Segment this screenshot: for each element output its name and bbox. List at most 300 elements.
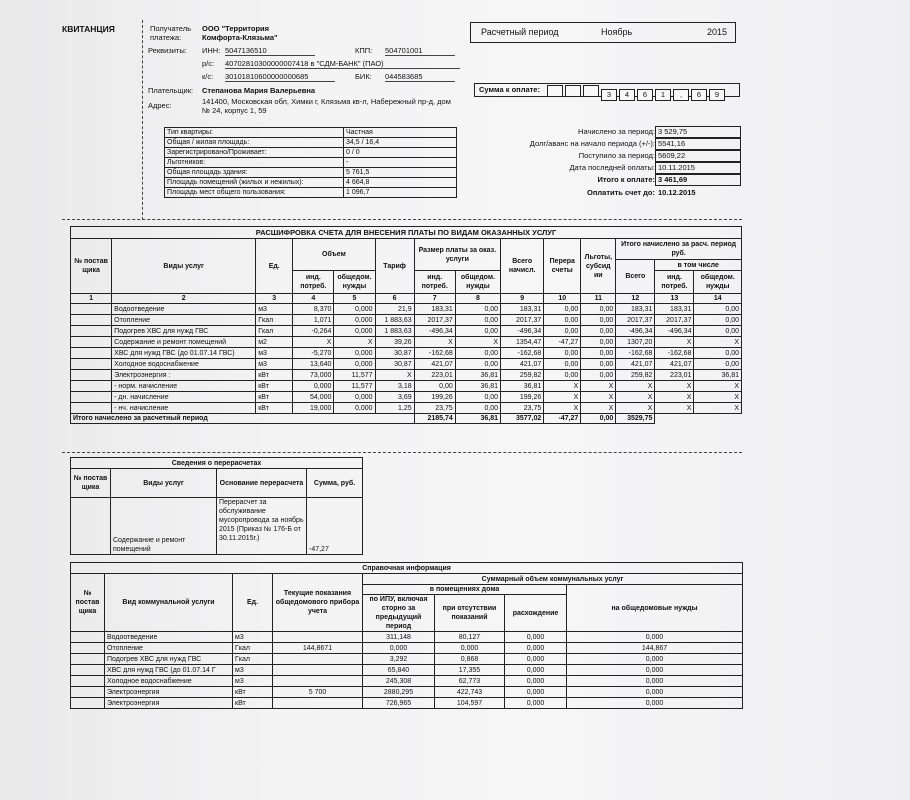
table-cell: 0,000 (567, 676, 743, 687)
apartment-value: 5 761,5 (344, 168, 457, 178)
table-cell: ХВС для нужд ГВС (до 01.07.14 Г (105, 665, 233, 676)
table-cell: м3 (233, 632, 273, 643)
table-cell: 0,000 (505, 698, 567, 709)
apartment-label: Льготников: (165, 158, 344, 168)
table-cell: 726,965 (363, 698, 435, 709)
cut-line-2 (62, 452, 742, 453)
table-cell: Гкал (233, 654, 273, 665)
table-cell: 36,81 (694, 370, 742, 381)
sum-cell: 9 (709, 89, 725, 101)
r-sum: -47,27 (307, 498, 363, 555)
table-cell: X (581, 392, 616, 403)
table-cell: X (616, 381, 655, 392)
table-row (71, 403, 742, 414)
table-cell: 0,00 (455, 359, 500, 370)
due-date: 10.12.2015 (658, 188, 696, 197)
column-number: 9 (501, 294, 544, 304)
address-label: Адрес: (148, 101, 172, 110)
rs-label: р/с: (202, 59, 215, 68)
table-cell: 183,31 (655, 304, 694, 315)
table-cell: 0,000 (334, 315, 375, 326)
table-cell: 183,31 (616, 304, 655, 315)
summary-value: 5609,22 (655, 150, 741, 162)
ks-label: к/с: (202, 72, 214, 81)
summary-row (500, 162, 740, 174)
kpp-value: 504701001 (385, 46, 455, 56)
table-cell: 3,69 (375, 392, 414, 403)
address-line1: 141400, Московская обл, Химки г, Клязьма кв-л, Набережный пр-д, дом (202, 97, 451, 106)
summary-label: Итого к оплате: (597, 175, 655, 184)
table-cell: кВт (256, 392, 293, 403)
h-pay-common: общедом. нужды (455, 271, 500, 294)
table-cell: 259,82 (501, 370, 544, 381)
table-cell: 0,000 (505, 676, 567, 687)
table-cell: Водоотведение (105, 632, 233, 643)
table-cell: Электроэнергия : (112, 370, 256, 381)
table-cell: 0,00 (694, 359, 742, 370)
table-row (71, 632, 743, 643)
table-cell (71, 665, 105, 676)
table-cell (71, 687, 105, 698)
table-cell: кВт (256, 381, 293, 392)
h-benefits: Льготы, субсид ии (581, 239, 616, 294)
h-total: Всего начисл. (501, 239, 544, 294)
table-cell: 0,000 (334, 392, 375, 403)
apartment-value: - (344, 158, 457, 168)
table-cell: м2 (256, 337, 293, 348)
stub-divider (142, 20, 143, 220)
table-cell: 0,000 (334, 403, 375, 414)
table-cell: 0,000 (505, 687, 567, 698)
table-cell: X (694, 381, 742, 392)
apartment-value: 1 096,7 (344, 188, 457, 198)
total-cell: 3529,75 (616, 414, 655, 424)
i-h-num: № постав щика (71, 574, 105, 632)
table-cell: 421,07 (655, 359, 694, 370)
column-number: 10 (544, 294, 581, 304)
table-cell: 36,81 (501, 381, 544, 392)
table-cell: 2017,37 (655, 315, 694, 326)
i-h-diff: расхождение (505, 595, 567, 632)
period-year: 2015 (707, 27, 728, 37)
summary-row (500, 150, 740, 162)
table-cell: 0,00 (581, 348, 616, 359)
table-cell: 421,07 (414, 359, 455, 370)
apartment-label: Общая площадь здания: (165, 168, 344, 178)
table-cell: 36,81 (455, 370, 500, 381)
h-unit: Ед. (256, 239, 293, 294)
info-table (70, 562, 743, 709)
table-row (71, 687, 743, 698)
table-cell: Отопление (105, 643, 233, 654)
r-h-service: Виды услуг (111, 469, 217, 498)
summary-value: 5541,16 (655, 138, 741, 150)
table-cell: -496,34 (501, 326, 544, 337)
table-cell: 11,577 (334, 381, 375, 392)
table-cell (71, 381, 112, 392)
table-cell: -496,34 (616, 326, 655, 337)
table-cell: Гкал (256, 326, 293, 337)
table-cell: кВт (233, 687, 273, 698)
table-cell: 13,640 (293, 359, 334, 370)
table-cell (71, 315, 112, 326)
table-cell: 0,00 (694, 304, 742, 315)
table-cell: 0,00 (694, 315, 742, 326)
due-label: Оплатить счет до: (587, 188, 655, 197)
apartment-row (165, 168, 457, 178)
i-h-premises: в помещениях дома (363, 585, 567, 595)
table-row (71, 326, 742, 337)
r-reason: Перерасчет за обслуживание мусоропровода за ноябрь 2015 (Приказ № 176-Б от 30.11.2015г.) (217, 498, 307, 555)
table-cell (71, 676, 105, 687)
sum-cell (565, 85, 581, 97)
table-cell (273, 632, 363, 643)
r-h-sum: Сумма, руб. (307, 469, 363, 498)
column-number: 11 (581, 294, 616, 304)
table-cell: 1 883,63 (375, 315, 414, 326)
total-cell: 2185,74 (414, 414, 455, 424)
table-cell: 259,82 (616, 370, 655, 381)
table-cell: X (544, 403, 581, 414)
table-cell: 0,00 (581, 326, 616, 337)
table-cell: 0,00 (455, 326, 500, 337)
column-number: 8 (455, 294, 500, 304)
table-cell: 30,87 (375, 359, 414, 370)
table-cell: 11,577 (334, 370, 375, 381)
table-cell: 0,00 (581, 315, 616, 326)
summary-value: 10.11.2015 (655, 162, 741, 174)
table-cell: 0,00 (544, 304, 581, 315)
table-cell: Гкал (256, 315, 293, 326)
table-cell: 1,071 (293, 315, 334, 326)
table-cell: X (581, 403, 616, 414)
sum-cells (547, 84, 727, 102)
table-cell (273, 665, 363, 676)
summary-value: 3 529,75 (655, 126, 741, 138)
table-cell: 104,597 (435, 698, 505, 709)
apartment-row (165, 128, 457, 138)
table-cell: 17,355 (435, 665, 505, 676)
sum-cell (547, 85, 563, 97)
apartment-row (165, 188, 457, 198)
table-cell: 0,00 (694, 348, 742, 359)
table-cell: 0,00 (455, 403, 500, 414)
table-cell: Содержание и ремонт помещений (112, 337, 256, 348)
table-cell: 0,00 (581, 359, 616, 370)
table-cell: 0,000 (334, 326, 375, 337)
table-cell: 183,31 (414, 304, 455, 315)
table-cell: X (694, 337, 742, 348)
column-number: 6 (375, 294, 414, 304)
table-cell: X (334, 337, 375, 348)
table-cell: 0,000 (363, 643, 435, 654)
table-cell: 0,00 (581, 304, 616, 315)
apartment-row (165, 138, 457, 148)
table-cell: Электроэнергия (105, 698, 233, 709)
table-cell: - дн. начисление (112, 392, 256, 403)
h-pay: Размер платы за оказ. услуги (414, 239, 500, 271)
table-cell: 0,000 (435, 643, 505, 654)
table-cell: 223,01 (414, 370, 455, 381)
summary-row (500, 126, 740, 138)
h-it-common: общедом. нужды (694, 271, 742, 294)
table-cell: 0,000 (505, 632, 567, 643)
table-cell: 0,868 (435, 654, 505, 665)
column-number: 14 (694, 294, 742, 304)
table-cell: 30,87 (375, 348, 414, 359)
kpp-label: КПП: (355, 46, 373, 55)
table-cell: 0,00 (455, 392, 500, 403)
table-cell: X (655, 337, 694, 348)
table-cell: -5,270 (293, 348, 334, 359)
column-number: 1 (71, 294, 112, 304)
table-cell: м3 (256, 348, 293, 359)
table-cell: X (414, 337, 455, 348)
table-cell: Холодное водоснабжение (112, 359, 256, 370)
table-cell (273, 676, 363, 687)
table-cell: 311,148 (363, 632, 435, 643)
h-volume: Объем (293, 239, 375, 271)
table-cell (71, 643, 105, 654)
apartment-row (165, 148, 457, 158)
table-cell: -162,68 (616, 348, 655, 359)
table-row (71, 665, 743, 676)
table-cell: 2017,37 (616, 315, 655, 326)
table-cell: 0,00 (544, 348, 581, 359)
table-cell: м3 (233, 676, 273, 687)
table-cell: м3 (233, 665, 273, 676)
i-h-common: на общедомовые нужды (567, 585, 743, 632)
table-cell: 0,000 (567, 698, 743, 709)
table-cell: X (655, 392, 694, 403)
table-cell: 0,00 (544, 359, 581, 370)
table-row (71, 392, 742, 403)
table-cell: Водоотведение (112, 304, 256, 315)
summary-row (500, 174, 740, 186)
table-cell: 199,26 (501, 392, 544, 403)
apartment-table (164, 127, 457, 198)
table-row (71, 304, 742, 315)
table-cell: X (694, 403, 742, 414)
apartment-value: 0 / 0 (344, 148, 457, 158)
table-cell: 0,00 (455, 315, 500, 326)
table-row (71, 698, 743, 709)
table-cell: -162,68 (501, 348, 544, 359)
table-cell (71, 348, 112, 359)
table-cell: X (694, 392, 742, 403)
sum-cell (583, 85, 599, 97)
table-cell: 183,31 (501, 304, 544, 315)
table-cell: 80,127 (435, 632, 505, 643)
bik-label: БИК: (355, 72, 372, 81)
table-cell: -162,68 (414, 348, 455, 359)
h-it-ind: инд. потреб. (655, 271, 694, 294)
total-label: Итого начислено за расчетный период (71, 414, 415, 424)
h-num: № постав щика (71, 239, 112, 294)
table-cell: -496,34 (655, 326, 694, 337)
table-row (71, 654, 743, 665)
table-cell: Подогрев ХВС для нужд ГВС (112, 326, 256, 337)
apartment-label: Площадь мест общего пользования: (165, 188, 344, 198)
payer-name: Степанова Мария Валерьевна (202, 86, 316, 95)
table-cell: 5 700 (273, 687, 363, 698)
table-cell: 0,000 (505, 665, 567, 676)
apartment-row (165, 178, 457, 188)
column-number: 5 (334, 294, 375, 304)
table-cell: 21,9 (375, 304, 414, 315)
column-number: 7 (414, 294, 455, 304)
table-cell: - норм. начисление (112, 381, 256, 392)
table-row (71, 315, 742, 326)
table-cell: -0,264 (293, 326, 334, 337)
table-cell: X (455, 337, 500, 348)
table-cell: 0,000 (567, 665, 743, 676)
table-cell: 2880,295 (363, 687, 435, 698)
apartment-label: Тип квартиры: (165, 128, 344, 138)
table-cell (71, 654, 105, 665)
table-cell: 0,00 (455, 304, 500, 315)
address-line2: № 24, корпус 1, 59 (202, 106, 267, 115)
i-h-noreadings: при отсутствии показаний (435, 595, 505, 632)
table-cell: 36,81 (455, 381, 500, 392)
table-cell: 421,07 (616, 359, 655, 370)
table-cell: 0,000 (567, 654, 743, 665)
h-recalc: Перера счеты (544, 239, 581, 294)
table-cell: 421,07 (501, 359, 544, 370)
recipient-label: Получатель платежа: (150, 24, 191, 42)
table-cell: 0,00 (544, 370, 581, 381)
table-row (71, 370, 742, 381)
total-cell: -47,27 (544, 414, 581, 424)
table-cell: 8,370 (293, 304, 334, 315)
table-cell: Гкал (233, 643, 273, 654)
table-cell: кВт (256, 370, 293, 381)
table-cell: 3,18 (375, 381, 414, 392)
table-cell: Отопление (112, 315, 256, 326)
bik-value: 044583685 (385, 72, 455, 82)
table-cell: м3 (256, 304, 293, 315)
h-all: Всего (616, 260, 655, 294)
i-h-service: Вид коммунальной услуги (105, 574, 233, 632)
table-cell: 0,00 (581, 370, 616, 381)
total-cell: 3577,02 (501, 414, 544, 424)
column-number: 13 (655, 294, 694, 304)
table-cell (71, 337, 112, 348)
table-cell: 62,773 (435, 676, 505, 687)
cut-line (62, 219, 742, 220)
column-number: 3 (256, 294, 293, 304)
table-cell: 1 883,63 (375, 326, 414, 337)
sum-box (474, 83, 740, 97)
column-number: 2 (112, 294, 256, 304)
sum-cell: 6 (691, 89, 707, 101)
table-cell: 23,75 (501, 403, 544, 414)
services-table (70, 226, 742, 424)
h-itogo: Итого начислено за расч. период руб. (616, 239, 742, 260)
table-cell: кВт (233, 698, 273, 709)
table-cell: 0,000 (567, 687, 743, 698)
table-cell: 19,000 (293, 403, 334, 414)
sum-cell: 6 (637, 89, 653, 101)
table-cell (71, 359, 112, 370)
summary-label: Дата последней оплаты: (569, 163, 655, 172)
table-cell: 0,000 (334, 304, 375, 315)
h-pay-ind: инд. потреб. (414, 271, 455, 294)
summary-value: 3 461,69 (655, 174, 741, 186)
sum-cell: 3 (601, 89, 617, 101)
sum-cell: 1 (655, 89, 671, 101)
info-title: Справочная информация (71, 563, 743, 574)
table-cell: 0,00 (414, 381, 455, 392)
h-vol-ind: инд. потреб. (293, 271, 334, 294)
table-row (71, 359, 742, 370)
apartment-label: Площадь помещений (жилых и нежилых): (165, 178, 344, 188)
i-h-unit: Ед. (233, 574, 273, 632)
table-cell: 0,00 (694, 326, 742, 337)
table-cell: -162,68 (655, 348, 694, 359)
i-h-readings: Текущие показания общедомового прибора учета (273, 574, 363, 632)
ks-value: 30101810600000000685 (225, 72, 335, 82)
total-cell: 0,00 (581, 414, 616, 424)
table-cell (273, 698, 363, 709)
h-service: Виды услуг (112, 239, 256, 294)
table-cell (71, 698, 105, 709)
table-cell: X (544, 381, 581, 392)
payer-label: Плательщик: (148, 86, 194, 95)
i-h-ipu: по ИПУ, включая сторно за предыдущий период (363, 595, 435, 632)
r-h-num: № постав щика (71, 469, 111, 498)
sum-cell: 4 (619, 89, 635, 101)
table-cell: X (655, 381, 694, 392)
table-row (71, 348, 742, 359)
table-cell: 1307,20 (616, 337, 655, 348)
table-cell: 2017,37 (501, 315, 544, 326)
h-tariff: Тариф (375, 239, 414, 294)
table-cell: 39,26 (375, 337, 414, 348)
table-cell: 54,000 (293, 392, 334, 403)
recipient-name: ООО "Территория Комфорта-Клязьма" (202, 24, 278, 42)
table-cell: 0,000 (505, 643, 567, 654)
table-cell: 65,840 (363, 665, 435, 676)
h-vol-common: общедом. нужды (334, 271, 375, 294)
table-cell: - нч. начисление (112, 403, 256, 414)
requisites-label: Реквизиты: (148, 46, 187, 55)
table-cell: 1354,47 (501, 337, 544, 348)
table-cell: 73,000 (293, 370, 334, 381)
sum-cell: , (673, 89, 689, 101)
summary-label: Начислено за период: (578, 127, 655, 136)
apartment-value: 4 664,8 (344, 178, 457, 188)
apartment-label: Зарегистрировано/Проживает: (165, 148, 344, 158)
table-cell: м3 (256, 359, 293, 370)
table-cell (71, 304, 112, 315)
table-cell (273, 654, 363, 665)
table-cell: X (293, 337, 334, 348)
table-cell: 0,000 (505, 654, 567, 665)
table-cell: Холодное водоснабжение (105, 676, 233, 687)
period-box (470, 22, 736, 43)
table-cell: 0,000 (293, 381, 334, 392)
table-cell: Подогрев ХВС для нужд ГВС (105, 654, 233, 665)
recalc-table (70, 457, 363, 555)
inn-value: 5047136510 (225, 46, 315, 56)
table-cell: 0,00 (544, 315, 581, 326)
apartment-label: Общая / жилая площадь: (165, 138, 344, 148)
rs-value: 40702810300000007418 в "СДМ-БАНК" (ПАО) (225, 59, 460, 69)
table-cell: 3,292 (363, 654, 435, 665)
table-cell: 0,00 (544, 326, 581, 337)
table-cell: 144,867 (567, 643, 743, 654)
